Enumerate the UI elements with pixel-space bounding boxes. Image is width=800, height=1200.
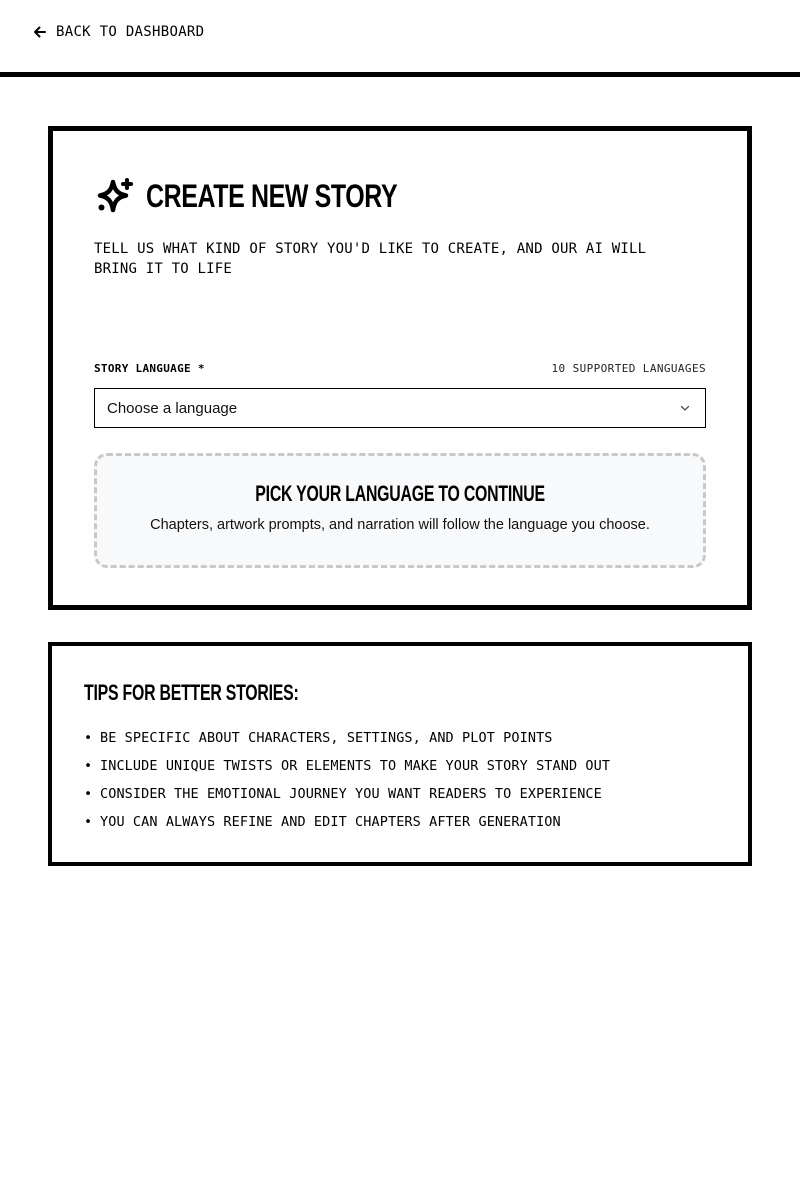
top-bar	[0, 0, 800, 77]
tip-item	[84, 724, 716, 752]
tips-card	[48, 642, 752, 866]
page-title: CREATE NEW STORY	[146, 178, 398, 214]
tip-item	[84, 752, 716, 780]
tip-item	[84, 780, 716, 808]
notice-text: Chapters, artwork prompts, and narration will follow the language you choose.	[150, 517, 650, 533]
chevron-down-icon	[679, 402, 691, 414]
tip-text: YOU CAN ALWAYS REFINE AND EDIT CHAPTERS AFTER GENERATION	[100, 814, 561, 830]
page-subtitle: TELL US WHAT KIND OF STORY YOU'D LIKE TO CREATE, AND OUR AI WILL BRING IT TO LIFE	[94, 241, 647, 277]
language-required-notice	[94, 453, 706, 568]
tip-text: INCLUDE UNIQUE TWISTS OR ELEMENTS TO MAKE YOUR STORY STAND OUT	[100, 758, 611, 774]
language-field-header	[94, 361, 706, 375]
tip-text: CONSIDER THE EMOTIONAL JOURNEY YOU WANT READERS TO EXPERIENCE	[100, 786, 602, 802]
bullet-icon: •	[84, 786, 93, 802]
bullet-icon: •	[84, 758, 93, 774]
arrow-left-icon	[33, 25, 47, 39]
notice-title: PICK YOUR LANGUAGE TO CONTINUE	[255, 481, 545, 506]
back-to-dashboard-label: BACK TO DASHBOARD	[56, 24, 205, 40]
tip-text: BE SPECIFIC ABOUT CHARACTERS, SETTINGS, AND PLOT POINTS	[100, 730, 553, 746]
story-language-select-value: Choose a language	[107, 399, 238, 417]
tip-item	[84, 808, 716, 836]
tips-title: TIPS FOR BETTER STORIES:	[84, 680, 299, 705]
bullet-icon: •	[84, 814, 93, 830]
story-language-select[interactable]	[94, 388, 706, 428]
story-language-label: STORY LANGUAGE *	[94, 361, 205, 375]
bullet-icon: •	[84, 730, 93, 746]
sparkles-icon	[94, 175, 136, 217]
back-to-dashboard-link[interactable]	[33, 24, 204, 40]
supported-languages-count: 10 SUPPORTED LANGUAGES	[551, 361, 706, 375]
create-story-card	[48, 126, 752, 610]
title-row	[94, 171, 706, 221]
tips-list	[84, 724, 716, 836]
